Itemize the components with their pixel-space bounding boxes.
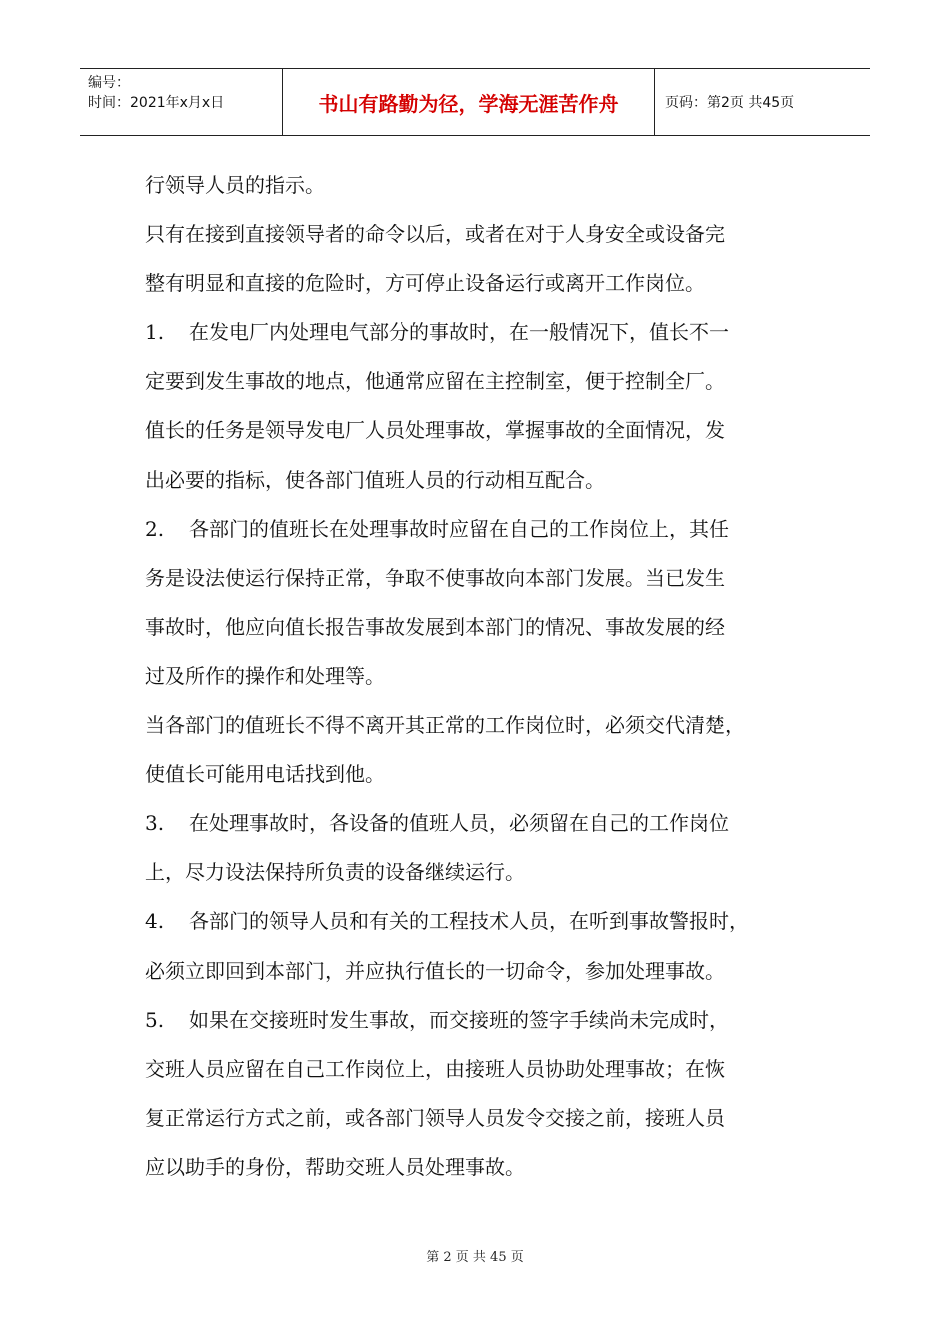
line-text: 在发电厂内处理电气部分的事故时，在一般情况下，值长不一: [189, 320, 729, 345]
line-text: 各部门的值班长在处理事故时应留在自己的工作岗位上，其任: [189, 516, 729, 541]
document-date-label: 时间：2021年x月x日: [88, 95, 225, 111]
list-item-number: 1.: [145, 320, 165, 345]
text-line: [145, 554, 810, 603]
text-line: [145, 1143, 810, 1192]
text-line: [145, 505, 810, 554]
text-line: [145, 308, 810, 357]
text-line: [145, 848, 810, 897]
text-line: [145, 996, 810, 1045]
line-text: 必须立即回到本部门，并应执行值长的一切命令，参加处理事故。: [145, 958, 725, 983]
text-line: [145, 750, 810, 799]
list-item-number: 5.: [145, 1007, 165, 1032]
text-line: [145, 652, 810, 701]
text-line: [145, 406, 810, 455]
page-footer: 第 2 页 共 45 页: [426, 1250, 524, 1265]
list-item-number: 4.: [145, 909, 165, 934]
line-text: 应以助手的身份，帮助交班人员处理事故。: [145, 1154, 525, 1179]
line-text: 交班人员应留在自己工作岗位上，由接班人员协助处理事故；在恢: [145, 1056, 725, 1081]
line-text: 当各部门的值班长不得不离开其正常的工作岗位时，必须交代清楚，: [145, 713, 745, 738]
line-text: 过及所作的操作和处理等。: [145, 663, 385, 688]
line-text: 事故时，他应向值长报告事故发展到本部门的情况、事故发展的经: [145, 614, 725, 639]
line-text: 值长的任务是领导发电厂人员处理事故，掌握事故的全面情况，发: [145, 418, 725, 443]
line-text: 出必要的指标，使各部门值班人员的行动相互配合。: [145, 467, 605, 492]
document-body: [145, 161, 810, 1192]
header-page-code: 页码：第2页 共45页: [665, 95, 795, 111]
line-text: 各部门的领导人员和有关的工程技术人员，在听到事故警报时，: [189, 909, 749, 934]
list-item-number: 3.: [145, 811, 165, 836]
line-text: 只有在接到直接领导者的命令以后，或者在对于人身安全或设备完: [145, 222, 725, 247]
text-line: [145, 1094, 810, 1143]
header-motto: 书山有路勤为径，学海无涯苦作舟: [283, 69, 655, 135]
text-line: [145, 603, 810, 652]
text-line: [145, 897, 810, 946]
text-line: [145, 701, 810, 750]
line-text: 定要到发生事故的地点，他通常应留在主控制室，便于控制全厂。: [145, 369, 725, 394]
line-text: 如果在交接班时发生事故，而交接班的签字手续尚未完成时，: [189, 1007, 729, 1032]
text-line: [145, 456, 810, 505]
text-line: [145, 210, 810, 259]
line-text: 复正常运行方式之前，或各部门领导人员发令交接之前，接班人员: [145, 1105, 725, 1130]
line-text: 使值长可能用电话找到他。: [145, 762, 385, 787]
text-line: [145, 259, 810, 308]
text-line: [145, 357, 810, 406]
page-header: [80, 68, 870, 136]
text-line: [145, 1045, 810, 1094]
text-line: [145, 161, 810, 210]
line-text: 行领导人员的指示。: [145, 173, 325, 197]
line-text: 务是设法使运行保持正常，争取不使事故向本部门发展。当已发生: [145, 565, 725, 590]
line-text: 在处理事故时，各设备的值班人员，必须留在自己的工作岗位: [189, 811, 729, 836]
text-line: [145, 947, 810, 996]
list-item-number: 2.: [145, 516, 165, 541]
line-text: 上，尽力设法保持所负责的设备继续运行。: [145, 860, 525, 885]
header-meta-cell: [80, 69, 283, 135]
document-number-label: 编号：: [88, 75, 130, 91]
text-line: [145, 799, 810, 848]
line-text: 整有明显和直接的危险时，方可停止设备运行或离开工作岗位。: [145, 271, 705, 296]
